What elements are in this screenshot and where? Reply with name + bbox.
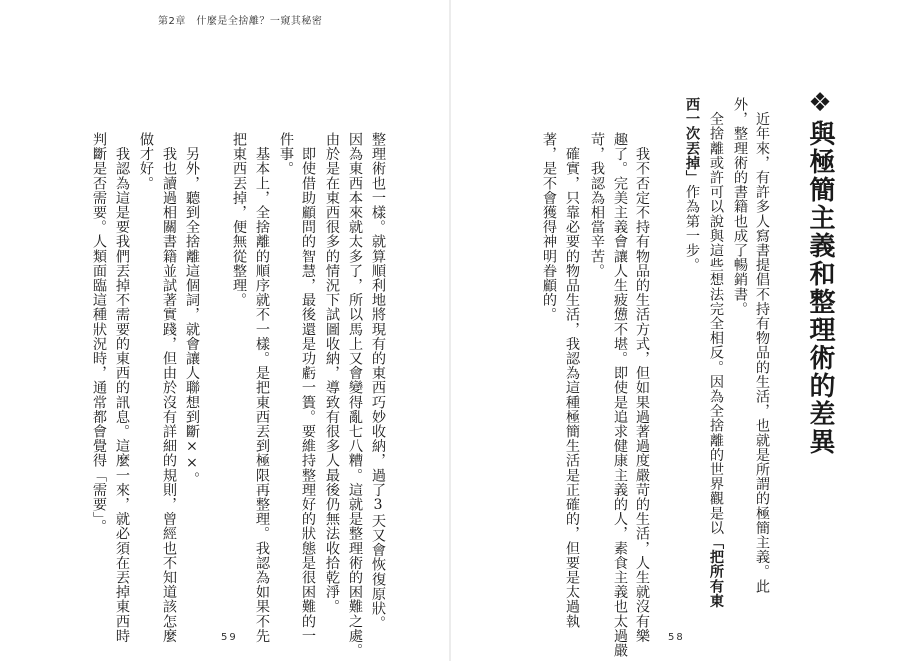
- text-line: 由於是在東西很多的情況下試圖收納，導致有很多人最後仍無法收拾乾淨。: [324, 132, 340, 614]
- page-number: 59: [221, 632, 238, 643]
- text-line: 外，整理術的書籍也成了暢銷書。: [732, 97, 748, 316]
- section-heading-text: 與極簡主義和整理術的差異: [805, 120, 835, 456]
- text-line: 確實，只靠必要的物品生活，我認為這種極簡生活是正確的，但要是太過執: [564, 132, 580, 629]
- text-line: 另外，聽到全捨離這個詞，就會讓人聯想到斷××。: [184, 132, 200, 486]
- text-line: 即使借助顧問的智慧，最後還是功虧一簣。要維持整理好的狀態是很困難的一: [300, 132, 316, 643]
- text-line: 因為東西本來就太多了，所以馬上又會變得亂七八糟。這就是整理術的困難之處。: [347, 132, 363, 658]
- text-line: 判斷是否需要。人類面臨這種狀況時，通常都會覺得「需要」。: [91, 132, 107, 534]
- text-line: 件事。: [278, 132, 294, 176]
- text-line: 我認為這是要我們丟掉不需要的東西的訊息。這麼一來，就必須在丟掉東西時: [114, 132, 130, 643]
- text-line: 苛，我認為相當辛苦。: [589, 132, 605, 278]
- page-gutter: [449, 0, 451, 661]
- text-line: 基本上，全捨離的順序就不一樣。是把東西丟到極限再整理。我認為如果不先: [254, 132, 270, 643]
- text-line: 近年來，有許多人寫書提倡不持有物品的生活，也就是所謂的極簡主義。此: [754, 97, 770, 594]
- text-line: 全捨離或許可以說與這些想法完全相反。因為全捨離的世界觀是以「把所有東: [708, 97, 724, 608]
- text-line: 西一次丟掉」作為第一步。: [684, 97, 700, 273]
- text-line: 趣了。完美主義會讓人生疲憊不堪。即使是追求健康主義的人，素食主義也太過嚴: [612, 132, 628, 658]
- text-line: 整理術也一樣。就算順利地將現有的東西巧妙收納，過了3天又會恢復原狀。: [370, 132, 386, 631]
- diamond-bullet-icon: ❖: [805, 88, 835, 120]
- text-line: 我也讀過相關書籍並試著實踐，但由於沒有詳細的規則，曾經也不知道該怎麼: [161, 132, 177, 643]
- text-line: 我不否定不持有物品的生活方式，但如果過著過度嚴苛的生活，人生就沒有樂: [634, 132, 650, 643]
- section-heading: [802, 88, 839, 456]
- text-line: 把東西丟掉，便無從整理。: [231, 132, 247, 308]
- running-head: 第2章 什麼是全捨離？一窺其秘密: [158, 16, 323, 27]
- text-line: 做才好。: [138, 132, 154, 191]
- text-line: 著，是不會獲得神明眷顧的。: [541, 132, 557, 322]
- page-number: 58: [668, 632, 685, 643]
